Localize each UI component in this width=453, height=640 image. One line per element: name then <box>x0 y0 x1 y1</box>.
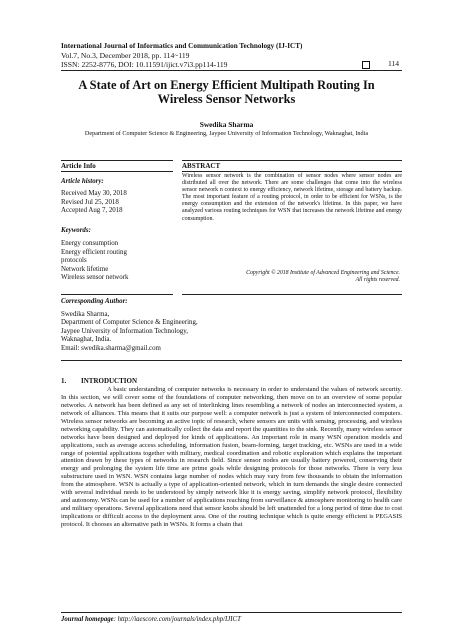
journal-issn: ISSN: 2252-8776, DOI: 10.11591/ijict.v7i3.pp114-119 <box>61 60 228 69</box>
journal-title: International Journal of Informatics and Communication Technology (IJ-ICT) <box>61 42 303 50</box>
keyword: Energy efficient routing <box>61 248 127 256</box>
article-info-top-rule <box>61 160 173 161</box>
abstract-heading: ABSTRACT <box>182 162 221 170</box>
author-name: Swedika Sharma <box>199 120 254 129</box>
corr-email: Email: swedika.sharma@gmail.com <box>61 344 161 352</box>
introduction-text: A basic understanding of computer networks is necessary in order to understand the values of network security. In this section, we will cover some of the foundations of computer networking, then move on to an overview of some popular networks. A network has been defined as any set of interlinking lines resembling a network of nodes an interconnected system, a network of alliances. This means that it suits our purpose well: a computer network is just a system of interconnected computers. Wireless sensor networks are becoming an active topic of research, where sensors are units with sensing, processing, and wireless networking capability. They can automatically collect the data and report the quantities to the sink. Recently, many wireless sensor networks have been designed and deployed for kinds of applications. An important role in many WSN operation models and applications, such as average access scheduling, information fusion, beam-forming, target tracking, etc. WSNs are used in a wide range of potential applications together with military, medical coordination and robotic exploration which explains the important attention drawn by these types of networks in research field. Since sensor nodes are usually battery powered, conserving their energy and prolonging the system life time are prime goals while designing protocols for those networks. There is very less substructure used in WSN. WSN contains large number of nodes which may vary from few thousands to obtain the information from the atmosphere. WSN is actually a type of application-oriented network, which in turn demands the single desire connected with several individual needs to be understood by simply network like it is energy saving, simplify network protocol, flexibility and autonomy. WSNs can be used for a number of applications reaching from surveillance & atmosphere monitoring to health care and military operations. Several applications need that sensor knobs should be left unattended for a long period of time due to cost implications or difficult access to the deployment area. One of the routing technique which is quite energy efficient is PEGASIS protocol. It chooses an alternative path in WSNs. It forms a chain that <box>61 386 402 528</box>
header-rule <box>61 70 402 71</box>
journal-volume: Vol.7, No.3, December 2018, pp. 114~119 <box>61 51 190 60</box>
article-history-label: Article history: <box>61 178 104 185</box>
keyword: Network lifetime <box>61 265 109 273</box>
corr-department: Department of Computer Science & Engineering, <box>61 319 198 327</box>
corresponding-author-details <box>61 311 261 353</box>
journal-homepage <box>61 616 241 623</box>
author-affiliation: Department of Computer Science & Engineering, Jaypee University of Information Technology, Waknaghat, India <box>84 130 369 137</box>
abstract-text: Wireless sensor network is the combination of sensor nodes where sensor nodes are distributed all over the network. There are some challenges that come into the wireless sensor network n context to energy efficiency, network lifetime, storage and battery backup. The most important feature of a routing protocol, in order to be efficient for WSNs, is the energy consumption and the extension of the network's lifetime. In this paper, we have analyzed various routing techniques for WSN that increases the network lifetime and energy consumption. <box>182 173 402 222</box>
keywords-label: Keywords: <box>61 227 91 234</box>
corr-name: Swedika Sharma, <box>61 311 110 318</box>
page-box-icon <box>362 61 370 69</box>
abstract-bottom-rule <box>182 171 402 172</box>
copyright-line: Copyright © 2018 Institute of Advanced Engineering and Science. <box>246 270 400 276</box>
abstract-top-rule <box>182 160 402 161</box>
section-heading <box>61 377 137 385</box>
copyright-notice <box>200 270 400 284</box>
keywords-list <box>61 240 176 283</box>
corresponding-author-label: Corresponding Author: <box>61 298 128 305</box>
article-info-bottom-rule <box>61 171 173 172</box>
abstract-end-rule <box>182 294 402 295</box>
homepage-label: Journal homepage <box>61 616 114 623</box>
journal-header <box>61 42 401 69</box>
page-number: 114 <box>388 59 400 68</box>
paper-title: A State of Art on Energy Efficient Multipath Routing In Wireless Sensor Networks <box>78 78 375 106</box>
accepted-date: Accepted Aug 7, 2018 <box>61 207 123 215</box>
keyword: protocols <box>61 257 87 265</box>
section-title: INTRODUCTION <box>81 377 138 385</box>
received-date: Received May 30, 2018 <box>61 190 127 197</box>
revised-date: Revised Jul 25, 2018 <box>61 198 119 206</box>
keyword: Energy consumption <box>61 240 119 247</box>
corr-university: Jaypee University of Information Technology, <box>61 327 188 335</box>
section-number: 1. <box>61 377 67 385</box>
rights-line: All rights reserved. <box>355 277 400 284</box>
footer-rule <box>61 612 402 613</box>
homepage-url: : http://iaescore.com/journals/index.php/IJICT <box>113 616 241 623</box>
corr-location: Waknaghat, India. <box>61 336 112 344</box>
corresponding-end-rule <box>61 360 402 361</box>
article-info-end-rule <box>61 294 173 295</box>
article-history-list <box>61 190 176 216</box>
article-info-heading: Article Info <box>61 162 96 170</box>
keyword: Wireless sensor network <box>61 274 129 282</box>
